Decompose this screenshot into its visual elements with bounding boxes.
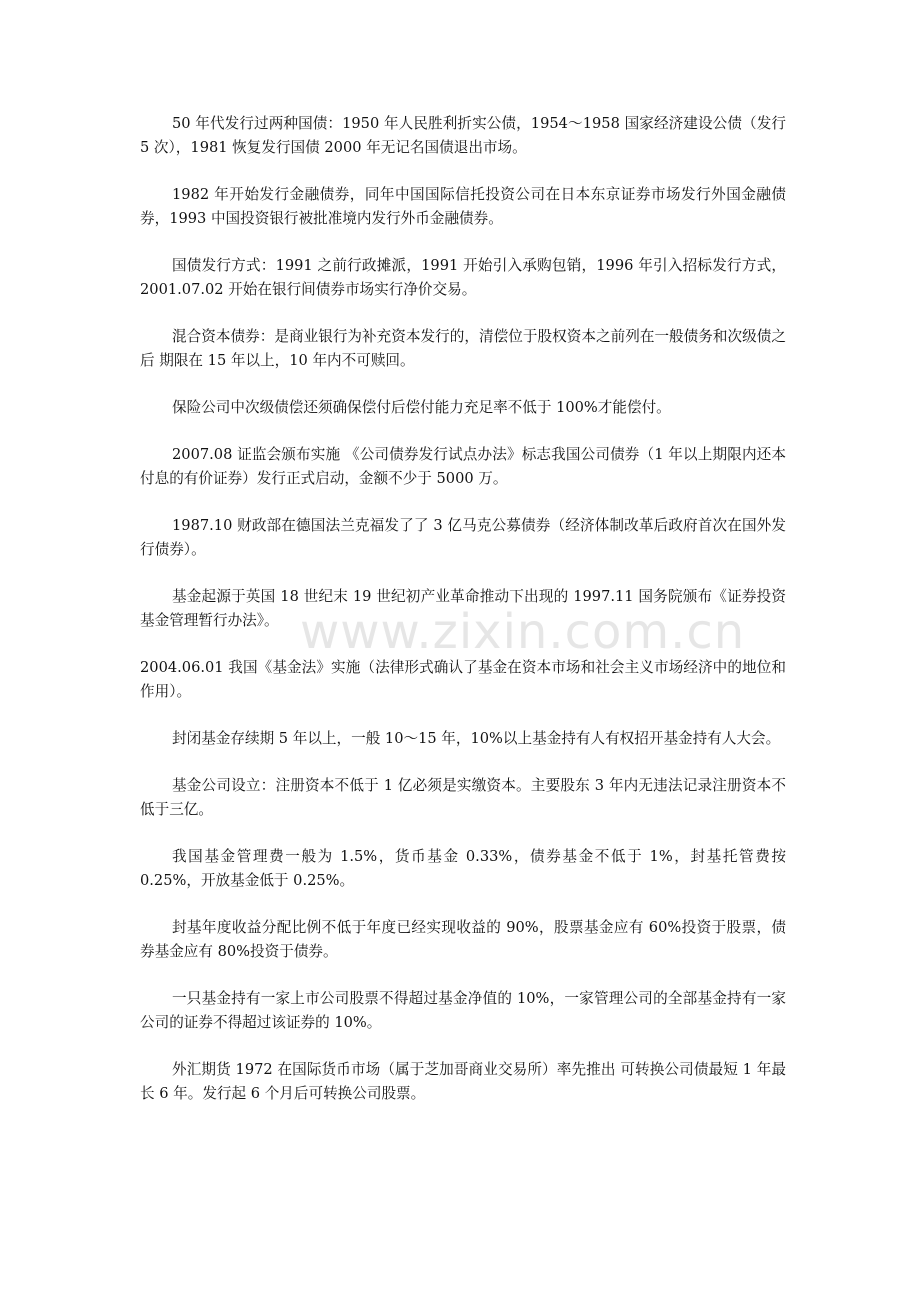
paragraph-profit-distribution: 封基年度收益分配比例不低于年度已经实现收益的 90%，股票基金应有 60%投资于股票，债券基金应有 80%投资于债券。 — [140, 919, 786, 960]
paragraph-fx-futures: 外汇期货 1972 在国际货币市场（属于芝加哥商业交易所）率先推出 可转换公司债最短 1 年最长 6 年。发行起 6 个月后可转换公司股票。 — [140, 1061, 786, 1102]
paragraph-fund-law: 2004.06.01 我国《基金法》实施（法律形式确认了基金在资本市场和社会主义市场经济中的地位和作用）。 — [140, 659, 786, 700]
paragraph-insurance-subordinated-debt: 保险公司中次级债偿还须确保偿付后偿付能力充足率不低于 100%才能偿付。 — [172, 399, 671, 416]
document-body — [140, 112, 786, 1129]
paragraph-holding-limits: 一只基金持有一家上市公司股票不得超过基金净值的 10%，一家管理公司的全部基金持有一家公司的证券不得超过该证券的 10%。 — [140, 990, 786, 1031]
paragraph-management-fees: 我国基金管理费一般为 1.5%，货币基金 0.33%，债券基金不低于 1%，封基托管费按 0.25%，开放基金低于 0.25%。 — [140, 848, 786, 889]
paragraph-closed-fund-term: 封闭基金存续期 5 年以上，一般 10～15 年，10%以上基金持有人有权招开基金持有人大会。 — [172, 730, 781, 747]
paragraph-fund-origin: 基金起源于英国 18 世纪末 19 世纪初产业革命推动下出现的 1997.11 国务院颁布《证券投资基金管理暂行办法》。 — [140, 588, 786, 629]
paragraph-financial-bonds: 1982 年开始发行金融债券，同年中国国际信托投资公司在日本东京证券市场发行外国金融债券，1993 中国投资银行被批准境内发行外币金融债券。 — [140, 186, 786, 227]
paragraph-national-debt-history: 50 年代发行过两种国债：1950 年人民胜利折实公债，1954～1958 国家经济建设公债（发行 5 次），1981 恢复发行国债 2000 年无记名国债退出市场。 — [140, 115, 786, 156]
paragraph-issuance-methods: 国债发行方式：1991 之前行政摊派，1991 开始引入承购包销，1996 年引入招标发行方式，2001.07.02 开始在银行间债券市场实行净价交易。 — [140, 257, 786, 298]
watermark-text: www.zixin.com.cn — [300, 604, 746, 660]
paragraph-corporate-bond-rules: 2007.08 证监会颁布实施 《公司债券发行试点办法》标志我国公司债券（1 年以上期限内还本付息的有价证券）发行正式启动，金额不少于 5000 万。 — [140, 446, 786, 487]
paragraph-hybrid-capital-bonds: 混合资本债券：是商业银行为补充资本发行的，清偿位于股权资本之前列在一般债务和次级债之后 期限在 15 年以上，10 年内不可赎回。 — [140, 328, 786, 369]
paragraph-fund-company-setup: 基金公司设立：注册资本不低于 1 亿必须是实缴资本。主要股东 3 年内无违法记录注册资本不低于三亿。 — [140, 777, 786, 818]
paragraph-mark-bonds: 1987.10 财政部在德国法兰克福发了了 3 亿马克公募债券（经济体制改革后政府首次在国外发行债券）。 — [140, 517, 786, 558]
